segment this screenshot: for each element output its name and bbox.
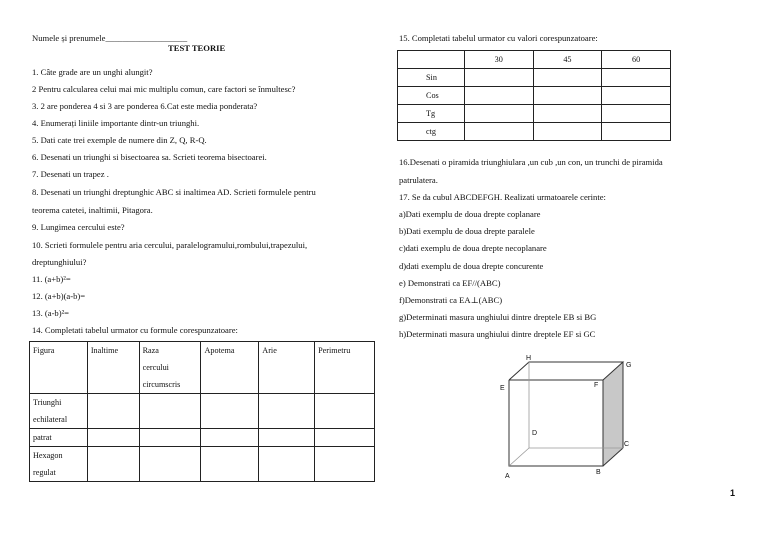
vertex-label-a: A — [505, 473, 510, 480]
task-f: f)Demonstrati ca EA⊥(ABC) — [399, 295, 503, 305]
table-cell[interactable] — [259, 429, 315, 447]
raza-line-1: Raza — [142, 346, 159, 355]
task-d: d)dati exemplu de doua drepte concurente — [399, 261, 544, 271]
question-9: 9. Lungimea cercului este? — [32, 222, 125, 232]
question-11: 11. (a+b)²= — [32, 274, 71, 284]
row-label-line: regulat — [33, 468, 56, 477]
table-cell[interactable] — [464, 69, 533, 87]
table-row — [398, 123, 671, 141]
table-header-cell: Arie — [259, 342, 315, 394]
row-label — [30, 447, 88, 482]
formula-table — [29, 341, 375, 482]
cube-top-face — [509, 362, 623, 380]
table-cell[interactable] — [602, 69, 671, 87]
table-cell[interactable] — [139, 394, 201, 429]
question-6: 6. Desenati un triunghi si bisectoarea sa. Scrieti teorema bisectoarei. — [32, 152, 267, 162]
row-label — [30, 429, 88, 447]
table-header-cell: Inaltime — [87, 342, 139, 394]
row-label: Sin — [398, 69, 465, 87]
vertex-label-d: D — [532, 430, 538, 437]
cube-hidden-edge-da — [509, 448, 529, 466]
table-row — [398, 87, 671, 105]
question-15: 15. Completati tabelul urmator cu valori corespunzatoare: — [399, 33, 598, 43]
question-16-cont: patrulatera. — [399, 175, 438, 185]
question-8-cont: teorema catetei, inaltimii, Pitagora. — [32, 205, 153, 215]
question-12: 12. (a+b)(a-b)= — [32, 291, 86, 301]
question-16: 16.Desenati o piramida triunghiulara ,un cub ,un con, un trunchi de piramida — [399, 157, 663, 167]
vertex-label-b: B — [596, 469, 601, 476]
row-label-line: Hexagon — [33, 451, 63, 460]
table-cell[interactable] — [139, 429, 201, 447]
question-8: 8. Desenati un triunghi dreptunghic ABC si inaltimea AD. Scrieti formulele pentru — [32, 187, 316, 197]
table-cell[interactable] — [464, 87, 533, 105]
table-cell[interactable] — [87, 394, 139, 429]
question-5: 5. Dati cate trei exemple de numere din Z, Q, R-Q. — [32, 135, 207, 145]
table-cell[interactable] — [139, 447, 201, 482]
row-label-line: Triunghi — [33, 398, 62, 407]
table-header-row — [30, 342, 375, 394]
table-row — [398, 105, 671, 123]
table-cell[interactable] — [533, 105, 602, 123]
question-14: 14. Completati tabelul urmator cu formule corespunzatoare: — [32, 325, 238, 335]
question-1: 1. Câte grade are un unghi alungit? — [32, 67, 153, 77]
table-cell[interactable] — [602, 105, 671, 123]
table-header-cell: Perimetru — [315, 342, 375, 394]
table-cell[interactable] — [315, 429, 375, 447]
table-cell[interactable] — [602, 87, 671, 105]
task-c: c)dati exemplu de doua drepte necoplanare — [399, 243, 547, 253]
table-cell[interactable] — [259, 394, 315, 429]
vertex-label-c: C — [624, 441, 630, 448]
task-h: h)Determinati masura unghiului dintre dreptele EF si GC — [399, 329, 596, 339]
vertex-label-f: F — [594, 382, 599, 389]
vertex-label-g: G — [626, 362, 632, 369]
table-cell[interactable] — [87, 447, 139, 482]
table-cell[interactable] — [315, 447, 375, 482]
table-cell[interactable] — [464, 105, 533, 123]
table-cell[interactable] — [201, 429, 259, 447]
vertex-label-e: E — [500, 385, 505, 392]
table-row — [398, 69, 671, 87]
task-a: a)Dati exemplu de doua drepte coplanare — [399, 209, 541, 219]
raza-line-2: cercului — [142, 363, 169, 372]
question-17: 17. Se da cubul ABCDEFGH. Realizati urmatoarele cerinte: — [399, 192, 606, 202]
table-cell[interactable] — [533, 87, 602, 105]
table-cell[interactable] — [259, 447, 315, 482]
table-row — [30, 447, 375, 482]
table-header-cell-raza — [139, 342, 201, 394]
row-label: ctg — [398, 123, 465, 141]
task-b: b)Dati exemplu de doua drepte paralele — [399, 226, 535, 236]
table-header-cell: 45 — [533, 51, 602, 69]
table-row — [30, 429, 375, 447]
row-label-line: echilateral — [33, 415, 68, 424]
row-label: Cos — [398, 87, 465, 105]
trig-table — [397, 50, 671, 141]
table-cell[interactable] — [602, 123, 671, 141]
row-label — [30, 394, 88, 429]
task-e: e) Demonstrati ca EF//(ABC) — [399, 278, 501, 288]
page-number: 1 — [730, 488, 736, 498]
task-g: g)Determinati masura unghiului dintre dreptele EB si BG — [399, 312, 597, 322]
question-7: 7. Desenati un trapez . — [32, 169, 109, 179]
vertex-label-h: H — [526, 355, 532, 362]
row-label-line: patrat — [33, 433, 52, 442]
question-4: 4. Enumerați liniile importante dintr-un triunghi. — [32, 118, 200, 128]
table-cell[interactable] — [87, 429, 139, 447]
question-10-cont: dreptunghiului? — [32, 257, 87, 267]
raza-line-3: circumscris — [142, 380, 181, 389]
table-cell[interactable] — [201, 447, 259, 482]
test-title: TEST TEORIE — [168, 43, 226, 53]
table-row — [30, 394, 375, 429]
table-cell[interactable] — [315, 394, 375, 429]
row-label: Tg — [398, 105, 465, 123]
table-header-cell: Apotema — [201, 342, 259, 394]
table-header-cell: 30 — [464, 51, 533, 69]
name-line: Numele și prenumele___________________ — [32, 33, 188, 43]
table-header-cell: 60 — [602, 51, 671, 69]
table-header-cell — [398, 51, 465, 69]
question-10: 10. Scrieti formulele pentru aria cercului, paralelogramului,rombului,trapezului, — [32, 240, 308, 250]
table-header-cell: Figura — [30, 342, 88, 394]
cube-diagram — [495, 352, 645, 482]
table-cell[interactable] — [201, 394, 259, 429]
table-cell[interactable] — [533, 69, 602, 87]
table-cell[interactable] — [464, 123, 533, 141]
question-13: 13. (a-b)²= — [32, 308, 70, 318]
table-header-row — [398, 51, 671, 69]
question-3: 3. 2 are ponderea 4 si 3 are ponderea 6.Cat este media ponderata? — [32, 101, 258, 111]
table-cell[interactable] — [533, 123, 602, 141]
question-2: 2 Pentru calcularea celui mai mic multiplu comun, care factori se înmultesc? — [32, 84, 296, 94]
